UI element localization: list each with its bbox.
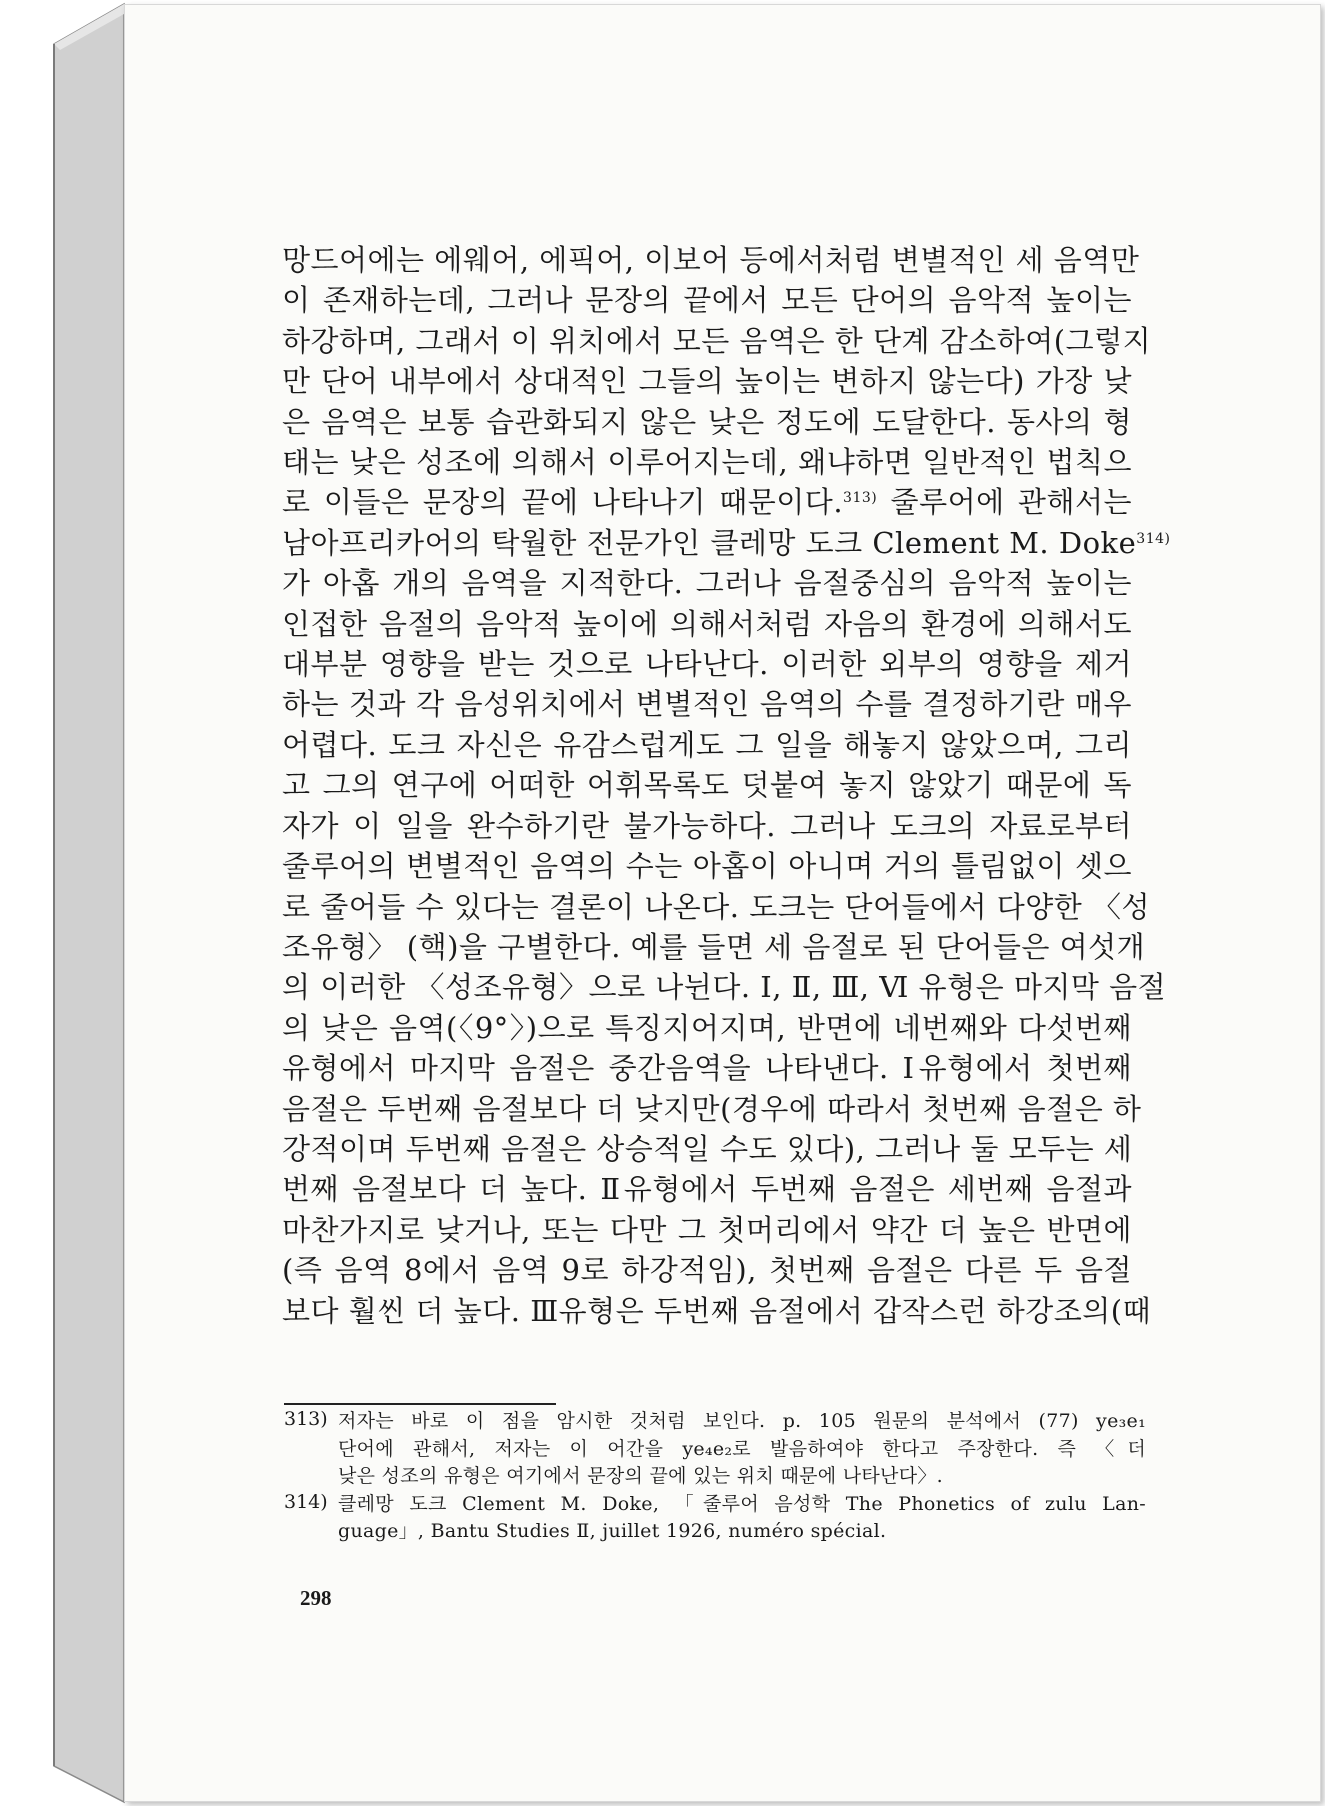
text-segment: 줄루어에 관해서는 [877, 485, 1132, 520]
text-line: 유형에서 마지막 음절은 중간음역을 나타낸다. Ⅰ유형에서 첫번째 [282, 1051, 1132, 1086]
text-line-with-footnote-ref [282, 523, 1171, 563]
footnotes [284, 1408, 1146, 1546]
text-line: 강적이며 두번째 음절은 상승적일 수도 있다), 그러나 둘 모두는 세 [282, 1131, 1133, 1166]
footnote-number: 313) [284, 1408, 328, 1430]
footnote-ref-313: 313) [843, 490, 878, 507]
text-line-with-footnote-ref [282, 482, 1132, 522]
text-line: 의 낮은 음역(〈9°〉)으로 특징지어지며, 반면에 네번째와 다섯번째 [282, 1010, 1132, 1045]
text-line: 번째 음절보다 더 높다. Ⅱ유형에서 두번째 음절은 세번째 음절과 [282, 1172, 1132, 1207]
text-line: 조유형〉 (핵)을 구별한다. 예를 들면 세 음절로 된 단어들은 여섯개 [282, 929, 1146, 964]
footnote-313 [284, 1408, 1146, 1491]
footnote-number: 314) [284, 1490, 328, 1513]
page-number: 298 [300, 1586, 332, 1610]
footnote-line: 저자는 바로 이 점을 암시한 것처럼 보인다. p. 105 원문의 분석에서 (77) ye₃e₁ [338, 1410, 1146, 1432]
body-text [282, 240, 1171, 1331]
text-line: 인접한 음절의 음악적 높이에 의해서처럼 자음의 환경에 의해서도 [282, 606, 1132, 641]
footnote-line: 클레망 도크 Clement M. Doke, 「줄루어 음성학 The Phonetics of zulu Lan- [338, 1492, 1146, 1515]
text-line: 로 줄어들 수 있다는 결론이 나온다. 도크는 단어들에서 다양한 〈성 [282, 889, 1151, 924]
footnote-line: guage」, Bantu Studies Ⅱ, juillet 1926, numéro spécial. [338, 1520, 887, 1542]
text-line: 줄루어의 변별적인 음역의 수는 아홉이 아니며 거의 틀림없이 셋으 [282, 849, 1132, 884]
footnote-line: 낮은 성조의 유형은 여기에서 문장의 끝에 있는 위치 때문에 나타난다〉. [338, 1465, 944, 1487]
footnote-divider [284, 1403, 556, 1405]
text-line: 망드어에는 에웨어, 에픽어, 이보어 등에서처럼 변별적인 세 음역만 [282, 243, 1140, 277]
text-line: 자가 이 일을 완수하기란 불가능하다. 그러나 도크의 자료로부터 [282, 808, 1132, 843]
text-line: 이 존재하는데, 그러나 문장의 끝에서 모든 단어의 음악적 높이는 [282, 283, 1132, 318]
text-line: (즉 음역 8에서 음역 9로 하강적임), 첫번째 음절은 다른 두 음절 [282, 1253, 1132, 1288]
text-line: 음절은 두번째 음절보다 더 낮지만(경우에 따라서 첫번째 음절은 하 [282, 1091, 1142, 1126]
footnote-line: 단어에 관해서, 저자는 이 어간을 ye₄e₂로 발음하여야 한다고 주장한다. 즉 〈더 [338, 1437, 1146, 1460]
text-line: 태는 낮은 성조에 의해서 이루어지는데, 왜냐하면 일반적인 법칙으 [282, 445, 1132, 480]
text-line: 은 음역은 보통 습관화되지 않은 낮은 정도에 도달한다. 동사의 형 [282, 404, 1132, 439]
text-line: 보다 훨씬 더 높다. Ⅲ유형은 두번째 음절에서 갑작스런 하강조의(때 [282, 1293, 1152, 1328]
text-line: 의 이러한 〈성조유형〉으로 나뉜다. Ⅰ, Ⅱ, Ⅲ, Ⅵ 유형은 마지막 음절 [282, 970, 1167, 1005]
footnote-314 [284, 1491, 1146, 1546]
text-line: 대부분 영향을 받는 것으로 나타난다. 이러한 외부의 영향을 제거 [282, 647, 1132, 682]
text-line: 어렵다. 도크 자신은 유감스럽게도 그 일을 해놓지 않았으며, 그리 [282, 727, 1132, 762]
text-line: 고 그의 연구에 어떠한 어휘목록도 덧붙여 놓지 않았기 때문에 독 [282, 768, 1132, 803]
text-line: 마찬가지로 낮거나, 또는 다만 그 첫머리에서 약간 더 높은 반면에 [282, 1212, 1132, 1247]
text-line: 가 아홉 개의 음역을 지적한다. 그러나 음절중심의 음악적 높이는 [282, 566, 1132, 601]
text-line: 하강하며, 그래서 이 위치에서 모든 음역은 한 단계 감소하여(그렇지 [282, 323, 1152, 358]
text-line: 하는 것과 각 음성위치에서 변별적인 음역의 수를 결정하기란 매우 [282, 687, 1132, 722]
text-line: 만 단어 내부에서 상대적인 그들의 높이는 변하지 않는다) 가장 낮 [282, 364, 1132, 399]
footnote-ref-314: 314) [1136, 530, 1171, 547]
text-segment: 로 이들은 문장의 끝에 나타나기 때문이다. [282, 485, 844, 520]
text-segment: 남아프리카어의 탁월한 전문가인 클레망 도크 Clement M. Doke [282, 525, 1137, 560]
